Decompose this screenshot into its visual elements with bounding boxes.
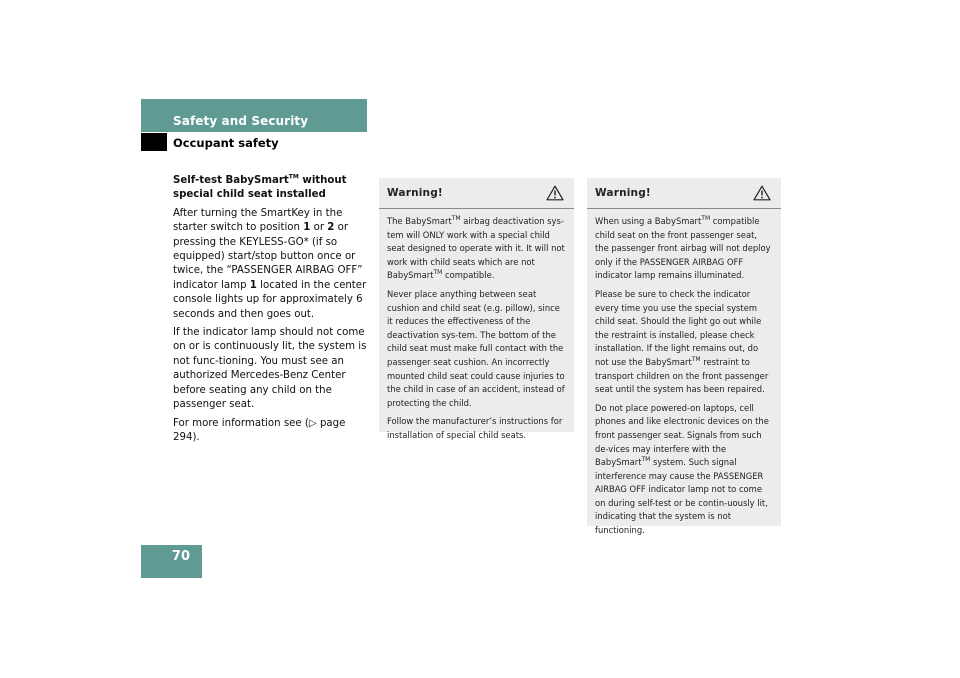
w2p1-a: When using a BabySmart [595, 216, 702, 226]
heading-text-end: without special child seat installed [173, 175, 347, 201]
warning-body [587, 209, 781, 538]
w2p2-b: restraint to transport children on the front passenger seat until the system has been repaired. [595, 356, 769, 395]
warning1-p2: Never place anything between seat cushion and child seat (e.g. pillow), since it reduces the effectiveness of the deactivation sys-tem. The bottom of the child seat must make full contact with the passenger seat cushion. An incorrectly mounted child seat could cause injuries to the child in case of an accident, instead of protecting the child. [387, 288, 565, 408]
w2p3-a: Do not place powered-on laptops, cell phones and like electronic devices on the front passenger seat. Signals from such de-vices may interfere with the BabySmart [595, 402, 769, 468]
warning-box-1 [379, 178, 574, 440]
section-title: Safety and Security [173, 114, 309, 128]
w2p3-b: system. Such signal interference may cause the PASSENGER AIRBAG OFF indicator lamp not to come on during self-test or be contin-uously lit, indicating that the system is not functioning. [595, 457, 768, 536]
trademark: TM [641, 456, 651, 464]
section-marker [141, 133, 167, 151]
warning-body [379, 209, 574, 443]
warning-header [587, 178, 781, 209]
warning2-p3 [595, 402, 773, 538]
trademark: TM [451, 215, 461, 223]
page-number-box [141, 545, 202, 578]
warning-title: Warning! [595, 187, 651, 199]
w1p1-a: The BabySmart [387, 216, 452, 226]
page-number: 70 [171, 549, 190, 564]
position-2: 2 [327, 222, 335, 234]
p1-or: or [310, 222, 328, 234]
warning-title: Warning! [387, 187, 443, 199]
trademark: TM [691, 356, 701, 364]
p1-text-c: located in the center console lights up for approximately 6 seconds and then goes out. [173, 279, 367, 320]
main-text-column [173, 174, 369, 449]
lamp-ref-1: 1 [249, 279, 257, 291]
w1p1-b: airbag deactivation sys-tem will ONLY work with a special child seat designed to operate with it. It will not work with child seats which are not BabySmart [387, 216, 565, 281]
warning1-p1 [387, 215, 566, 283]
position-1: 1 [303, 222, 311, 234]
warning-triangle-icon [753, 185, 771, 201]
w1p1-c: compatible. [442, 270, 495, 281]
page-reference: For more information see (▷ page 294). [173, 417, 346, 443]
warning-header [379, 178, 574, 209]
subsection-title: Occupant safety [173, 136, 279, 150]
w2p2-a: Please be sure to check the indicator every time you use the special system child seat. Should the light go out while the restraint is installed, please check installation. If the light remains out, do not use the BabySmart [595, 288, 762, 367]
warning1-p3: Follow the manufacturer’s instructions for installation of special child seats. [387, 416, 563, 440]
trademark: TM [288, 173, 299, 181]
w2p1-b: compatible child seat on the front passenger seat, the passenger front airbag will not deploy only if the PASSENGER AIRBAG OFF indicator lamp remains illuminated. [595, 216, 771, 281]
warning2-p2 [595, 288, 773, 397]
self-test-heading [173, 174, 369, 203]
trademark: TM [433, 269, 443, 277]
trademark: TM [701, 215, 711, 223]
p1-text-a: After turning the SmartKey in the starter switch to position [173, 207, 343, 234]
warning2-p1 [595, 215, 773, 283]
warning-box-2 [587, 178, 781, 536]
paragraph-2: If the indicator lamp should not come on or is continuously lit, the system is not func-tioning. You must see an authorized Mercedes-Benz Center before seating any child on the passenger seat. [173, 327, 367, 411]
p1-text-b: or pressing the KEYLESS-GO* (if so equipped) start/stop button once or twice, the “PASSENGER AIRBAG OFF” indicator lamp [173, 222, 363, 291]
warning-triangle-icon [546, 185, 564, 201]
paragraph-1 [173, 207, 369, 322]
heading-text: Self-test BabySmart [173, 175, 289, 186]
